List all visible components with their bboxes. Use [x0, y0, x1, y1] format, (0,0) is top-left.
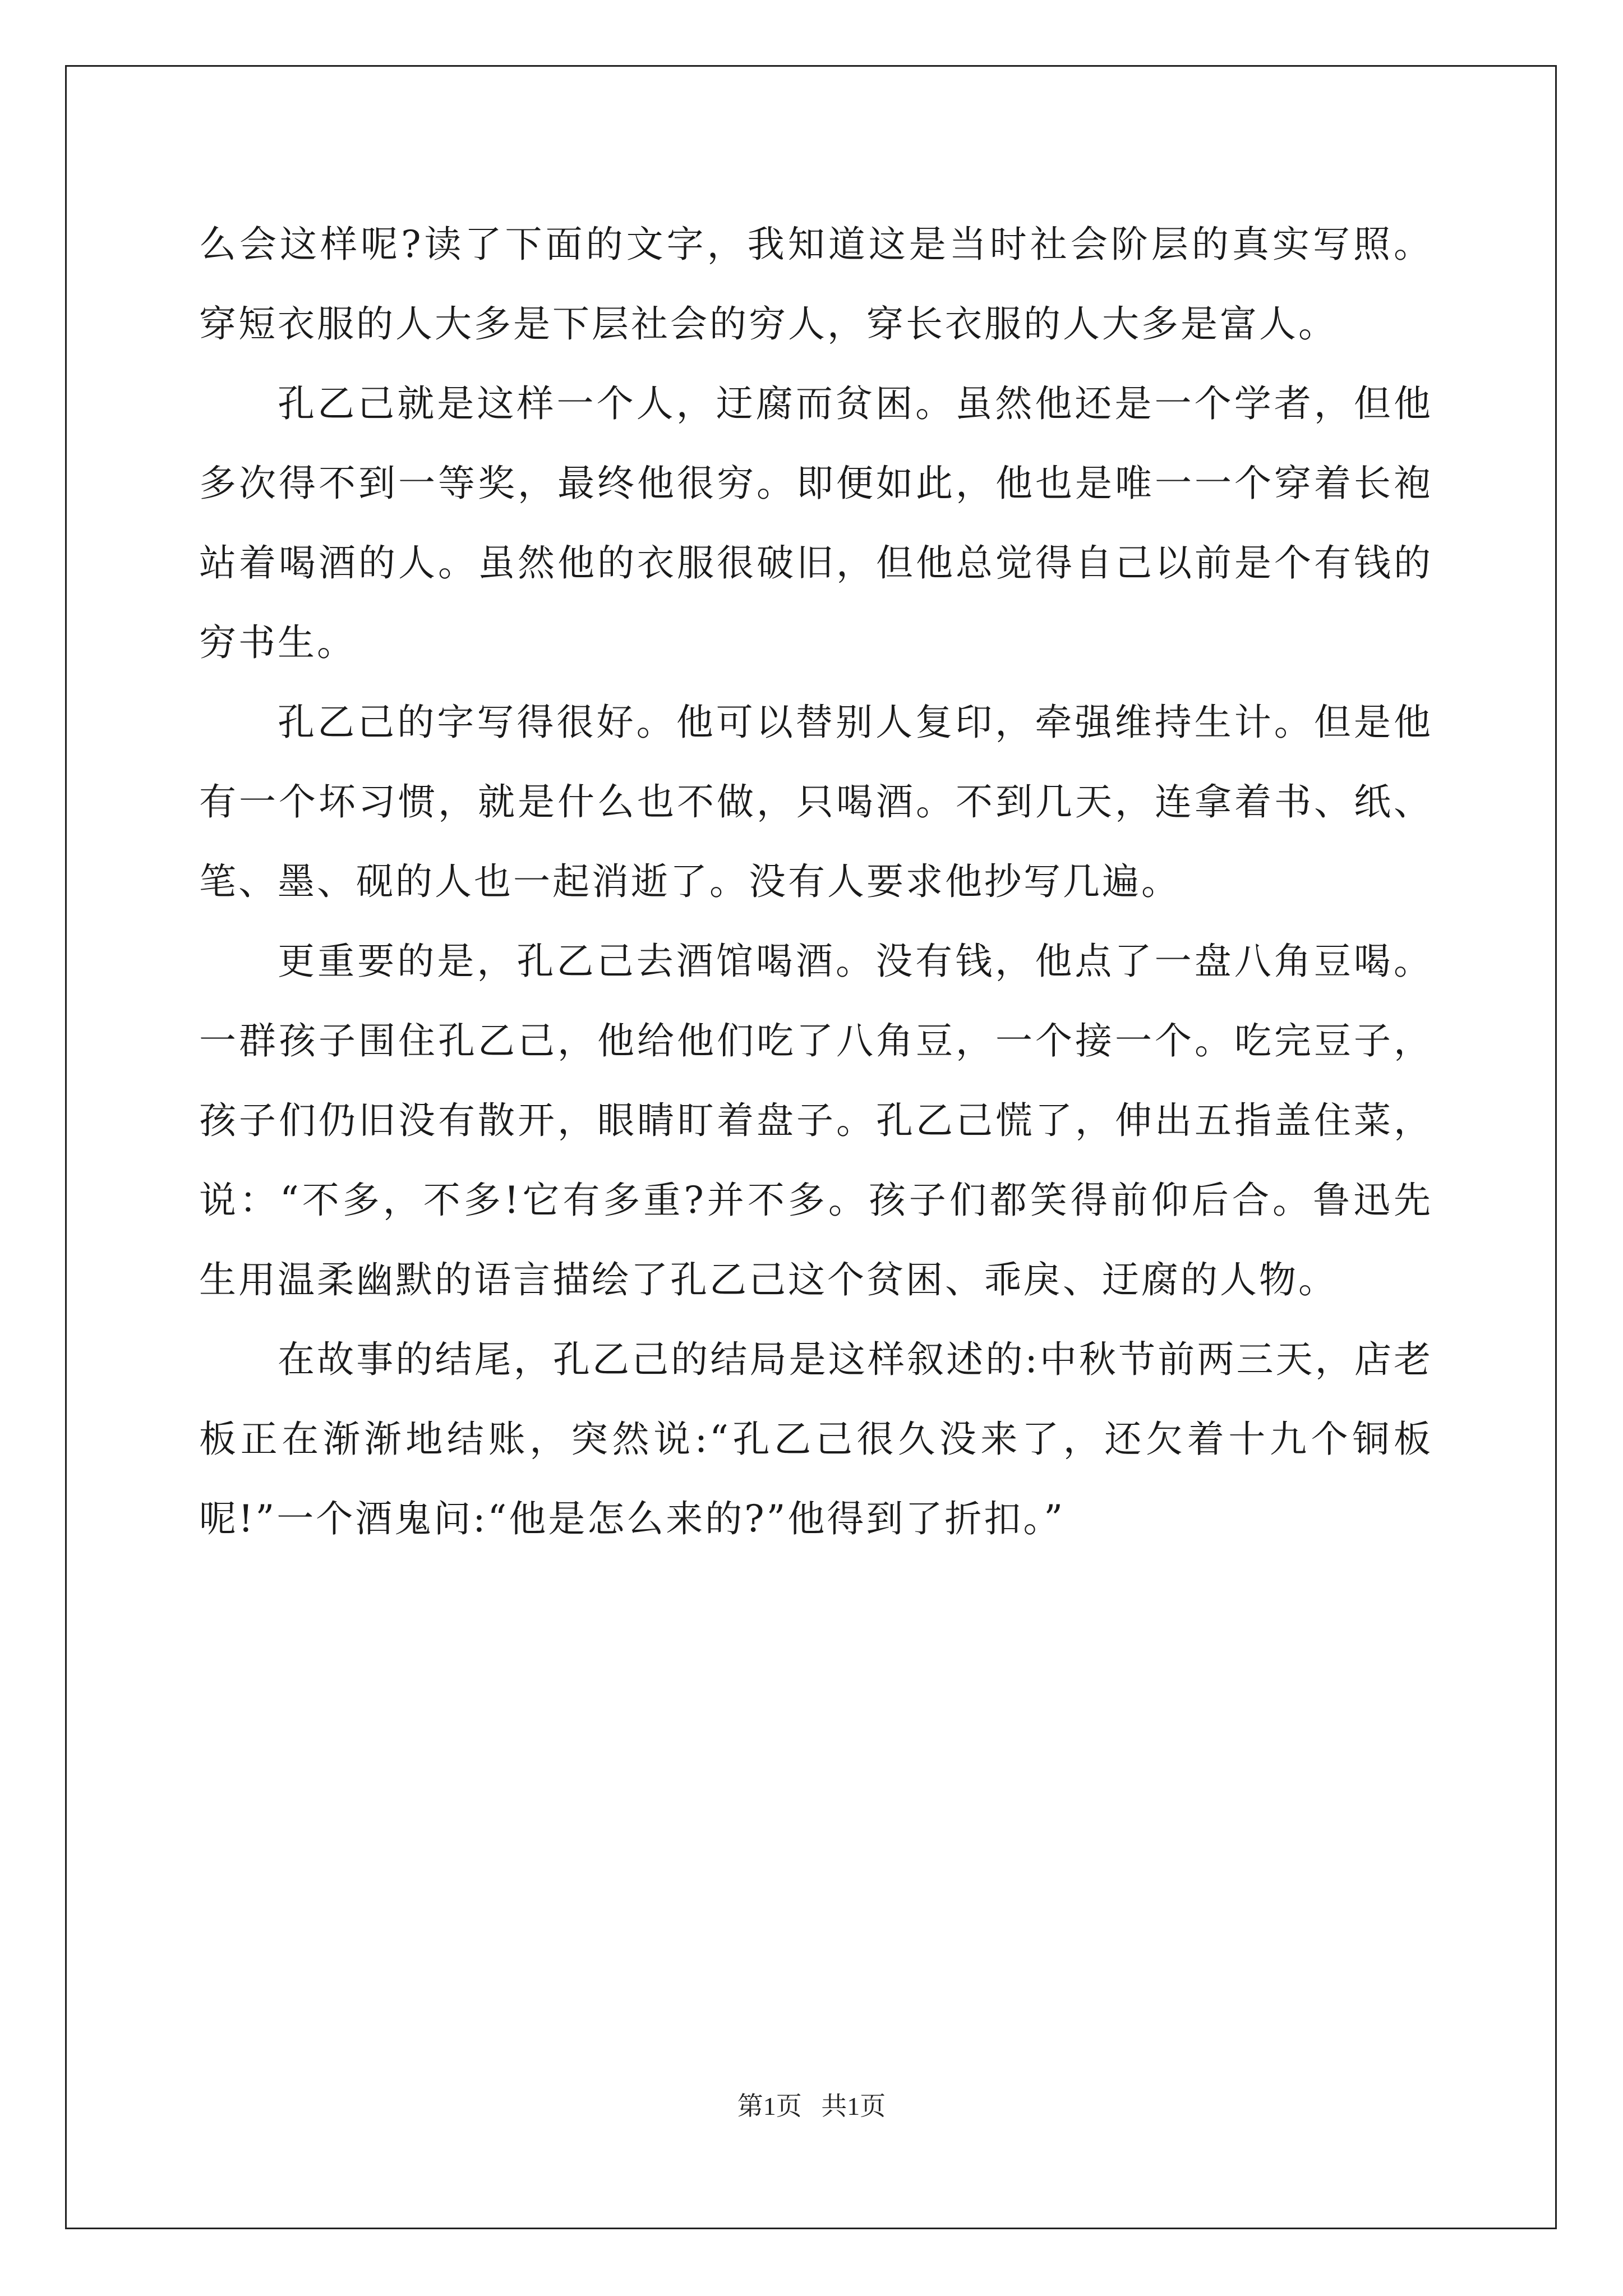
page-number: 第1页 — [737, 2092, 802, 2120]
page-footer — [0, 2090, 1623, 2123]
paragraph-5: 在故事的结尾，孔乙己的结局是这样叙述的:中秋节前两三天，店老板正在渐渐地结账，突然说:“孔乙己很久没来了，还欠着十九个铜板呢!”一个酒鬼问:“他是怎么来的?”他得到了折扣。” — [199, 1338, 1433, 1540]
footer-spacer — [802, 2092, 822, 2120]
document-body — [199, 205, 1433, 1559]
paragraph-4: 更重要的是，孔乙己去酒馆喝酒。没有钱，他点了一盘八角豆喝。一群孩子围住孔乙己，他给他们吃了八角豆，一个接一个。吃完豆子，孩子们仍旧没有散开，眼睛盯着盘子。孔乙己慌了，伸出五指盖住菜，说：“不多，不多!它有多重?并不多。孩子们都笑得前仰后合。鲁迅先生用温柔幽默的语言描绘了孔乙己这个贫困、乖戾、迂腐的人物。 — [199, 940, 1433, 1301]
paragraph-1: 么会这样呢?读了下面的文字，我知道这是当时社会阶层的真实写照。穿短衣服的人大多是下层社会的穷人，穿长衣服的人大多是富人。 — [199, 223, 1433, 346]
paragraph-3: 孔乙己的字写得很好。他可以替别人复印，牵强维持生计。但是他有一个坏习惯，就是什么也不做，只喝酒。不到几天，连拿着书、纸、笔、墨、砚的人也一起消逝了。没有人要求他抄写几遍。 — [199, 701, 1433, 903]
page-total: 共1页 — [821, 2092, 886, 2120]
paragraph-2: 孔乙己就是这样一个人，迂腐而贫困。虽然他还是一个学者，但他多次得不到一等奖，最终他很穷。即便如此，他也是唯一一个穿着长袍站着喝酒的人。虽然他的衣服很破旧，但他总觉得自己以前是个有钱的穷书生。 — [199, 382, 1433, 664]
